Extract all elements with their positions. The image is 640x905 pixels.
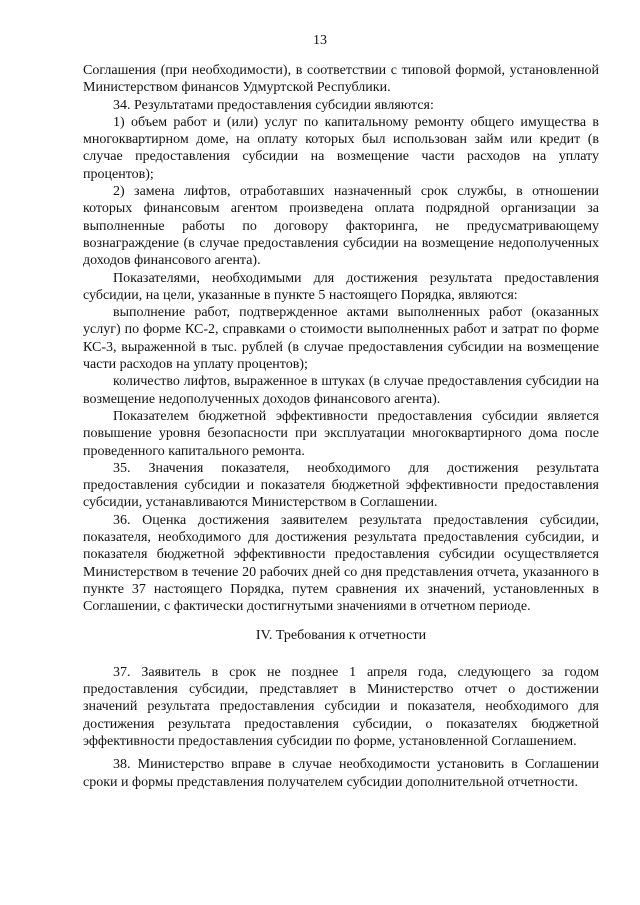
paragraph-34-item-2: 2) замена лифтов, отработавших назначенный срок службы, в отношении которых финансовым агентом произведена оплата подрядной организации за выполненные работы по договору факторинга, не предусматривающему вознаграждение (в случае предоставления субсидии на возмещение недополученных доходов финансового агента). [83, 184, 599, 269]
paragraph-budget-efficiency: Показателем бюджетной эффективности предоставления субсидии является повышение уровня безопасности при эксплуатации многоквартирного дома после проведенного капитального ремонта. [83, 408, 599, 459]
section-heading: IV. Требования к отчетности [255, 627, 427, 643]
paragraph-35: 35. Значения показателя, необходимого для достижения результата предоставления субсидии и показателя бюджетной эффективности предоставления субсидии, устанавливаются Министерством в Соглашении. [83, 460, 599, 511]
paragraph-continuation: Соглашения (при необходимости), в соответствии с типовой формой, установленной Министерством финансов Удмуртской Республики. [83, 63, 599, 96]
paragraph-indicator-works: выполнение работ, подтвержденное актами выполненных работ (оказанных услуг) по форме КС-2, справками о стоимости выполненных работ и затрат по форме КС-3, выраженной в тыс. рублей (в случае предоставления субсидии на возмещение части расходов на уплату процентов); [83, 305, 599, 373]
paragraph-36: 36. Оценка достижения заявителем результата предоставления субсидии, показателя, необходимого для достижения результата предоставления субсидии, и показателя бюджетной эффективности предоставления субсидии осуществляется Министерством в течение 20 рабочих дней со дня представления отчета, указанного в пункте 37 настоящего Порядка, путем сравнения их значений, установленных в Соглашении, с фактически достигнутыми значениями в отчетном периоде. [83, 512, 599, 615]
document-body [83, 62, 599, 791]
paragraph-indicator-elevators: количество лифтов, выраженное в штуках (в случае предоставления субсидии на возмещение недополученных доходов финансового агента). [83, 374, 599, 407]
paragraph-34: 34. Результатами предоставления субсидии являются: [113, 97, 434, 113]
paragraph-37: 37. Заявитель в срок не позднее 1 апреля года, следующего за годом предоставления субсидии, представляет в Министерство отчет о достижении значений результата предоставления субсидии и показателя, необходимого для достижения результата предоставления субсидии, о показателях бюджетной эффективности предоставления субсидии по форме, установленной Соглашением. [83, 664, 599, 749]
paragraph-34-item-1: 1) объем работ и (или) услуг по капитальному ремонту общего имущества в многоквартирном доме, на оплату которых был использован займ или кредит (в случае предоставления субсидии на возмещение части расходов на уплату процентов); [83, 114, 599, 182]
paragraph-indicators: Показателями, необходимыми для достижения результата предоставления субсидии, на цели, указанные в пункте 5 настоящего Порядка, являются: [83, 270, 599, 303]
page-number: 13 [313, 33, 327, 48]
paragraph-38: 38. Министерство вправе в случае необходимости установить в Соглашении сроки и формы представления получателем субсидии дополнительной отчетности. [83, 757, 599, 790]
